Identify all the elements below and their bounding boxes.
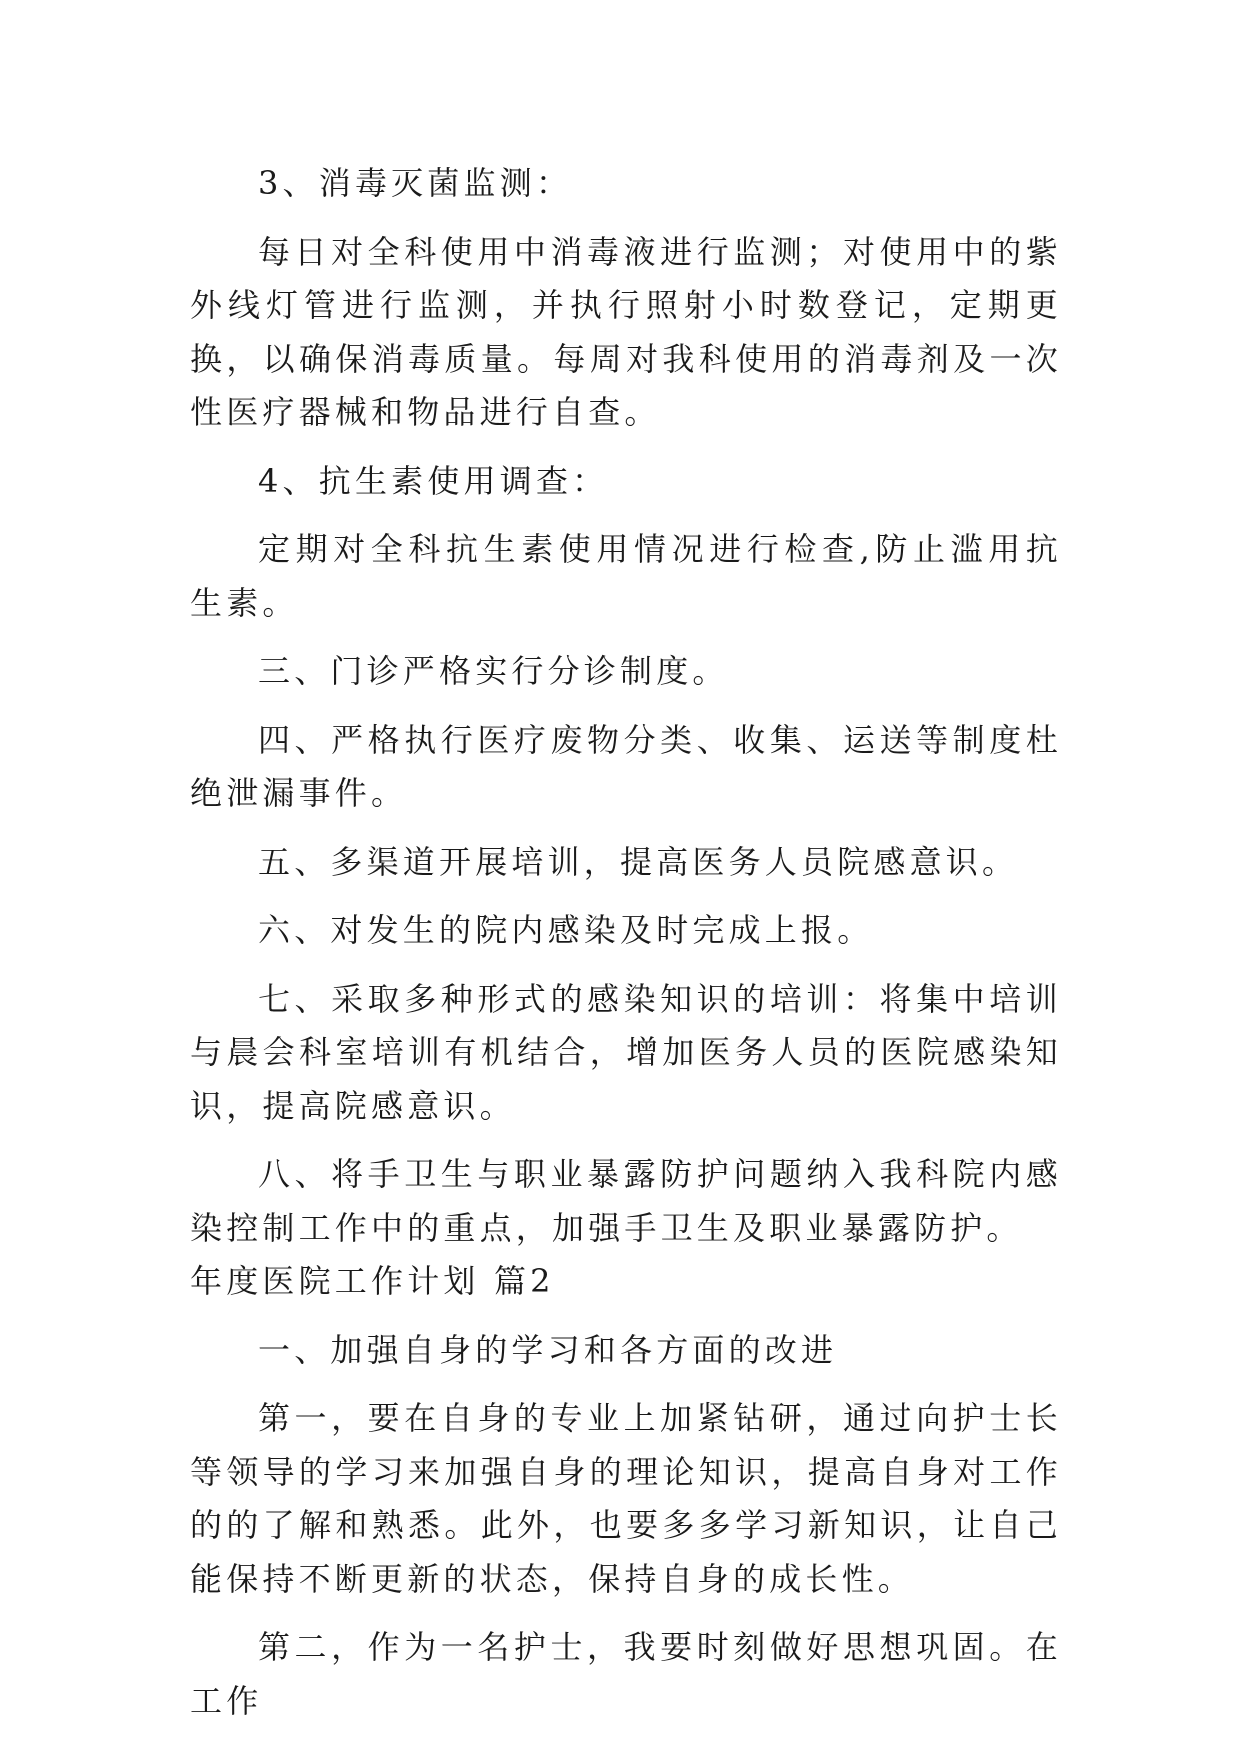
paragraph-medical-waste: 四、严格执行医疗废物分类、收集、运送等制度杜绝泄漏事件。 <box>190 720 1062 812</box>
paragraph-first-point: 第一，要在自身的专业上加紧钻研，通过向护士长等领导的学习来加强自身的理论知识，提高自身对工作的的了解和熟悉。此外，也要多多学习新知识，让自己能保持不断更新的状态，保持自身的成长性。 <box>190 1399 1062 1598</box>
paragraph-infection-training: 七、采取多种形式的感染知识的培训：将集中培训与晨会科室培训有机结合，增加医务人员的医院感染知识，提高院感意识。 <box>190 979 1062 1125</box>
section-title-plan-2: 年度医院工作计划 篇2 <box>190 1262 555 1300</box>
document-body <box>190 157 1062 1728</box>
subsection-heading-antibiotics: 4、抗生素使用调查： <box>258 461 609 500</box>
paragraph-disinfection-monitoring: 每日对全科使用中消毒液进行监测；对使用中的紫外线灯管进行监测，并执行照射小时数登记，定期更换，以确保消毒质量。每周对我科使用的消毒剂及一次性医疗器械和物品进行自查。 <box>190 232 1062 431</box>
subsection-heading-self-learning: 一、加强自身的学习和各方面的改进 <box>258 1330 838 1369</box>
paragraph-hand-hygiene: 八、将手卫生与职业暴露防护问题纳入我科院内感染控制工作中的重点，加强手卫生及职业暴露防护。 <box>190 1155 1062 1247</box>
paragraph-outpatient-triage: 三、门诊严格实行分诊制度。 <box>258 652 729 690</box>
paragraph-infection-reporting: 六、对发生的院内感染及时完成上报。 <box>258 911 874 949</box>
paragraph-second-point: 第二，作为一名护士，我要时刻做好思想巩固。在工作 <box>190 1628 1062 1720</box>
paragraph-antibiotics-check: 定期对全科抗生素使用情况进行检查,防止滥用抗生素。 <box>190 530 1062 622</box>
paragraph-training-channels: 五、多渠道开展培训，提高医务人员院感意识。 <box>258 842 1019 881</box>
subsection-heading-disinfection: 3、消毒灭菌监测： <box>258 164 573 202</box>
